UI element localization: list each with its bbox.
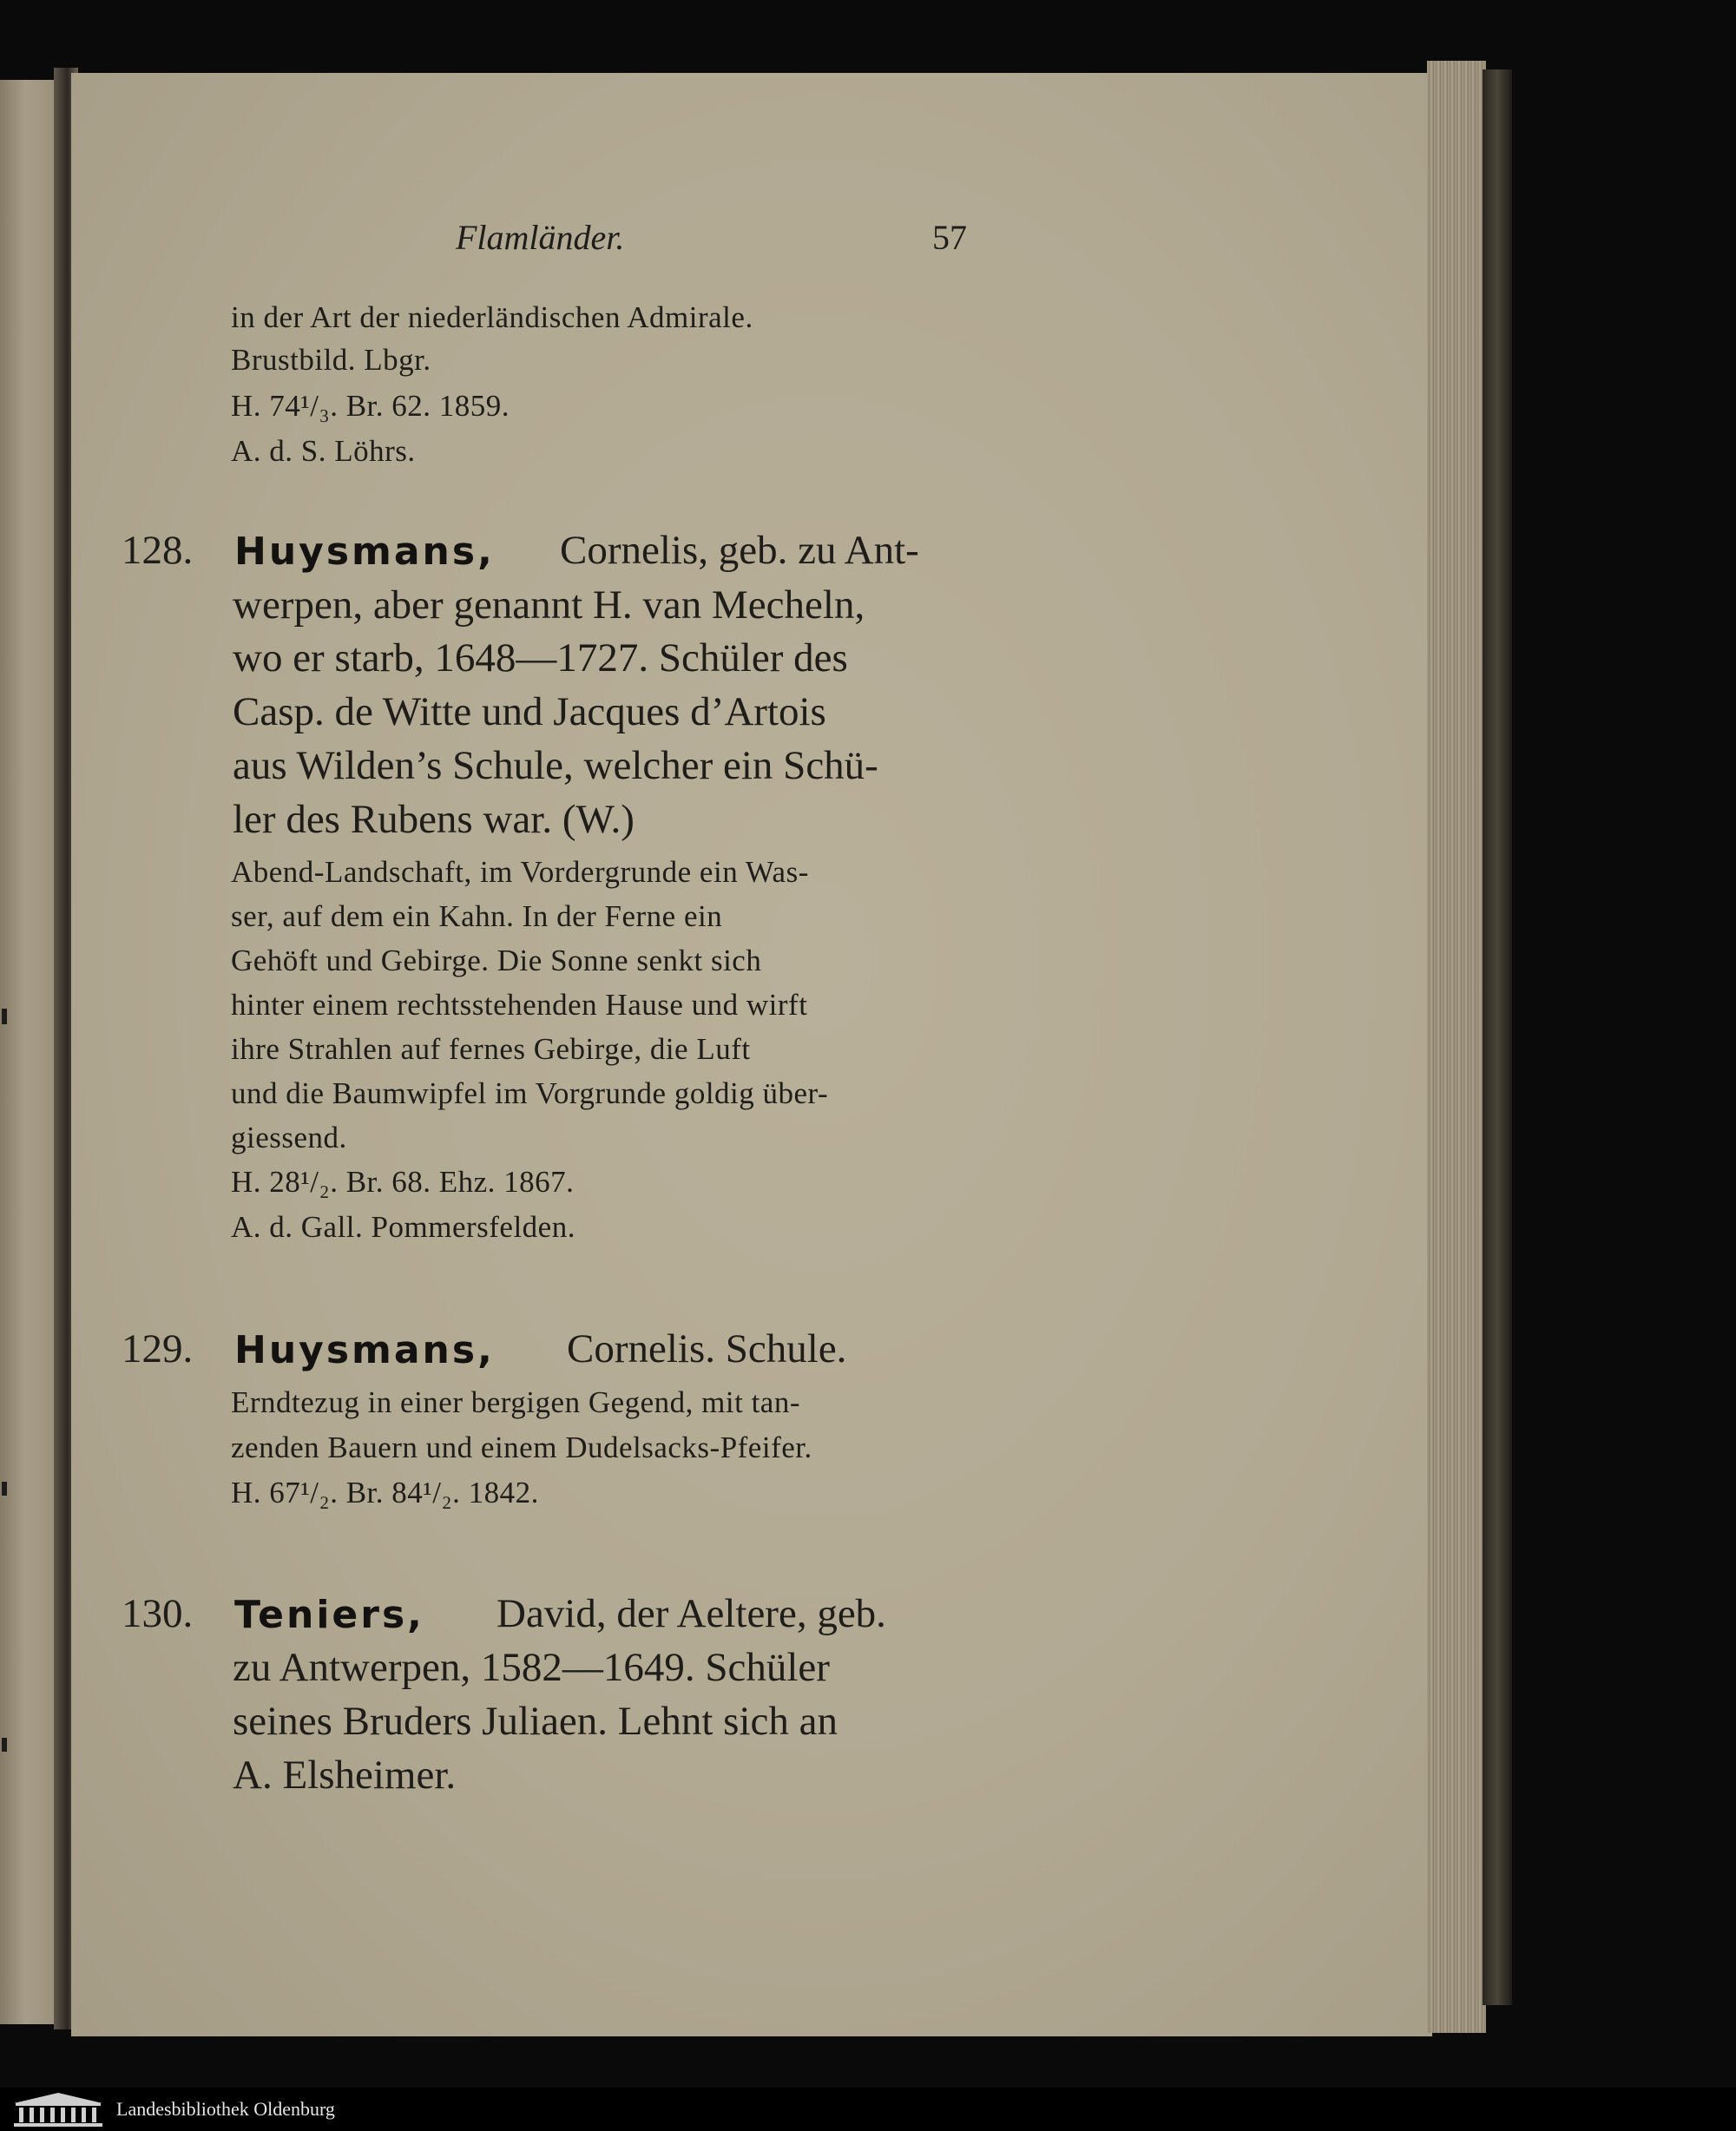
left-page-edge	[0, 80, 57, 2024]
artist-bio-line: aus Wilden’s Schule, welcher ein Schü-	[233, 743, 878, 788]
artist-bio-line: David, der Aeltere, geb.	[496, 1591, 886, 1636]
description-line: Gehöft und Gebirge. Die Sonne senkt sich	[231, 944, 762, 977]
page-edges	[1427, 61, 1486, 2033]
dimensions-line: H. 67¹/₂. Br. 84¹/₂. 1842.	[231, 1476, 539, 1509]
artist-name: Huysmans,	[234, 1328, 495, 1372]
description-line: Abend-Landschaft, im Vordergrunde ein Was-	[231, 855, 809, 889]
entry-number: 128.	[122, 528, 194, 573]
dimensions-line: H. 28¹/₂. Br. 68. Ehz. 1867.	[231, 1165, 575, 1199]
artist-bio-line: Casp. de Witte und Jacques d’Artois	[233, 689, 826, 734]
artist-name: Teniers,	[234, 1593, 424, 1637]
book-binding-edge	[1483, 69, 1512, 2005]
library-name: Landesbibliothek Oldenburg	[116, 2098, 335, 2120]
text-line: A. d. S. Löhrs.	[231, 434, 416, 468]
footer-bar	[0, 2088, 1736, 2131]
margin-mark	[2, 1482, 7, 1496]
artist-bio-line: seines Bruders Juliaen. Lehnt sich an	[233, 1699, 838, 1744]
library-building-icon	[10, 2091, 106, 2128]
running-head: Flamländer.	[456, 218, 625, 257]
entry-number: 130.	[122, 1591, 194, 1636]
description-line: ihre Strahlen auf fernes Gebirge, die Luft	[231, 1032, 751, 1066]
page-number: 57	[932, 218, 967, 257]
description-line: hinter einem rechtsstehenden Hause und wirft	[231, 988, 808, 1022]
text-line: H. 74¹/₃. Br. 62. 1859.	[231, 389, 510, 423]
artist-bio-line: zu Antwerpen, 1582—1649. Schüler	[233, 1645, 830, 1690]
artist-bio-line: Cornelis. Schule.	[567, 1326, 847, 1371]
artist-bio-line: wo er starb, 1648—1727. Schüler des	[233, 635, 848, 681]
description-line: ser, auf dem ein Kahn. In der Ferne ein	[231, 899, 723, 933]
artist-bio-line: Cornelis, geb. zu Ant-	[560, 528, 919, 573]
artist-bio-line: werpen, aber genannt H. van Mecheln,	[233, 582, 865, 628]
text-line: Brustbild. Lbgr.	[231, 343, 431, 377]
description-line: und die Baumwipfel im Vorgrunde goldig über-	[231, 1076, 829, 1110]
artist-name: Huysmans,	[234, 529, 495, 574]
provenance-line: A. d. Gall. Pommersfelden.	[231, 1210, 575, 1244]
margin-mark	[2, 1009, 7, 1024]
artist-bio-line: ler des Rubens war. (W.)	[233, 797, 635, 842]
description-line: Erndtezug in einer bergigen Gegend, mit tan-	[231, 1385, 800, 1419]
text-line: in der Art der niederländischen Admirale.	[231, 300, 753, 334]
entry-number: 129.	[122, 1326, 194, 1371]
description-line: giessend.	[231, 1121, 347, 1154]
description-line: zenden Bauern und einem Dudelsacks-Pfeifer.	[231, 1431, 812, 1464]
artist-bio-line: A. Elsheimer.	[233, 1753, 457, 1798]
margin-mark	[2, 1738, 7, 1752]
